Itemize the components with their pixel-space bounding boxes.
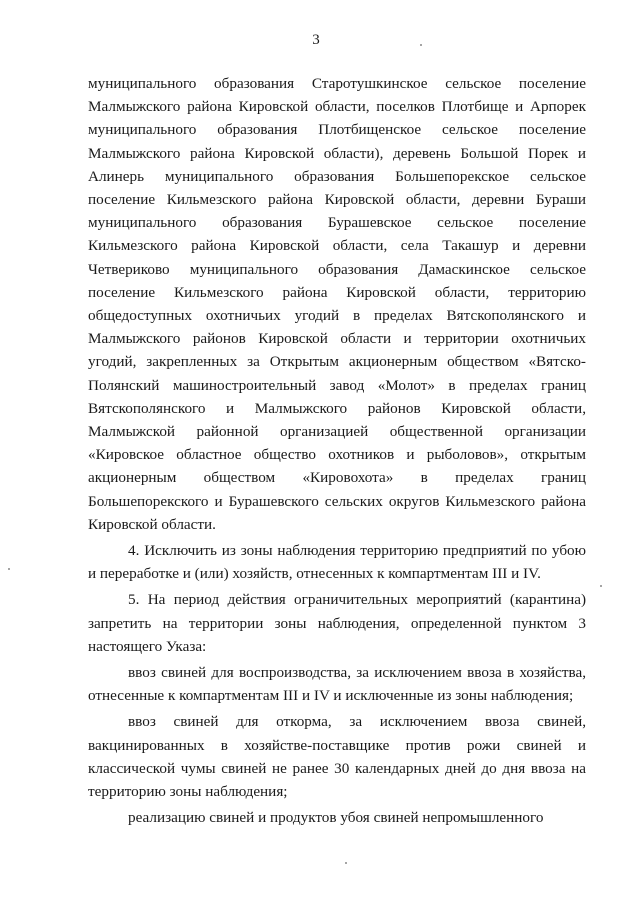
paragraph-item-4: 4. Исключить из зоны наблюдения территорию предприятий по убою и переработке и (или) хозяйств, отнесенных к компартментам III и IV. xyxy=(88,542,586,583)
scan-speck xyxy=(420,44,422,46)
page-number: 3 xyxy=(312,32,320,48)
paragraph-item-5-c: реализацию свиней и продуктов убоя свиней непромышленного xyxy=(128,809,544,827)
document-body xyxy=(88,72,586,830)
scan-speck xyxy=(600,585,602,587)
paragraph-item-5: 5. На период действия ограничительных мероприятий (карантина) запретить на территории зоны наблюдения, определенной пунктом 3 настоящего Указа: xyxy=(88,591,586,655)
paragraph-continuation: муниципального образования Старотушкинское сельское поселение Малмыжского района Кировской области, поселков Плотбище и Арпорек муниципального образования Плотбищенское сельское поселение Малмыжского района Кировской области), деревень Большой Порек и Алинерь муниципального образования Большепорекское сельское поселение Кильмезского района Кировской области, деревни Бураши муниципального образования Бурашевское сельское поселение Кильмезского района Кировской области, села Такашур и деревни Четвериково муниципального образования Дамаскинское сельское поселение Кильмезского района Кировской области, территорию общедоступных охотничьих угодий в пределах Вятскополянского и Малмыжского районов Кировской области и территории охотничьих угодий, закрепленных за Открытым акционерным обществом «Вятско-Полянский машиностроительный завод «Молот» в пределах границ Вятскополянского и Малмыжского районов Кировской области, Малмыжской районной организацией общественной организации «Кировское областное общество охотников и рыболовов», открытым акционерным обществом «Кировохота» в пределах границ Большепорекского и Бурашевского сельских округов Кильмезского района Кировской области. xyxy=(88,75,586,533)
scan-speck xyxy=(345,862,347,864)
scan-speck xyxy=(8,568,10,570)
paragraph-item-5-b: ввоз свиней для откорма, за исключением ввоза свиней, вакцинированных в хозяйстве-поставщике против рожи свиней и классической чумы свиней не ранее 30 календарных дней до дня ввоза на территорию зоны наблюдения; xyxy=(88,713,586,801)
paragraph-item-5-a: ввоз свиней для воспроизводства, за исключением ввоза в хозяйства, отнесенные к компартментам III и IV и исключенные из зоны наблюдения; xyxy=(88,664,586,705)
